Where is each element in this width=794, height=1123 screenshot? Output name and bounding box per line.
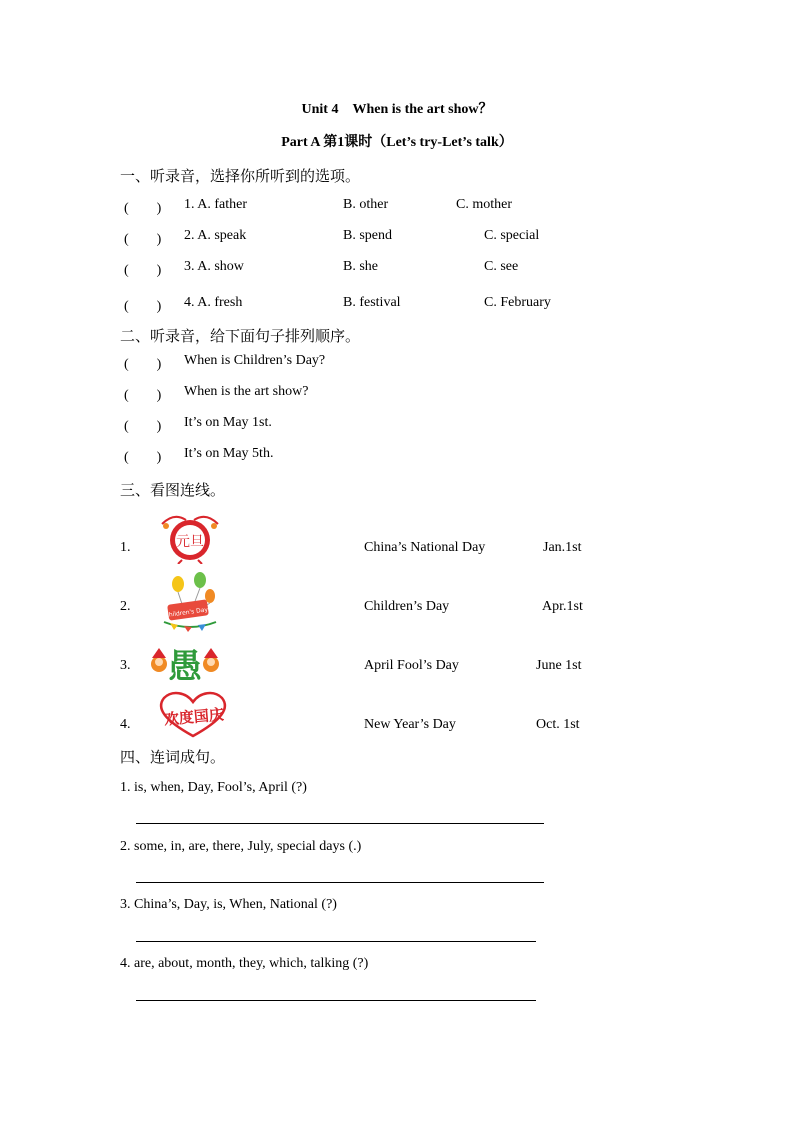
answer-paren[interactable]: ( ) xyxy=(124,299,162,314)
match-number: 4. xyxy=(120,717,131,732)
answer-paren[interactable]: ( ) xyxy=(124,232,162,247)
sentence: It’s on May 1st. xyxy=(184,415,272,430)
svg-text:欢度国庆: 欢度国庆 xyxy=(163,705,225,729)
option-b: B. festival xyxy=(343,295,401,310)
holiday-date[interactable]: Apr.1st xyxy=(542,599,583,614)
section3-heading: 三、看图连线。 xyxy=(120,481,226,499)
scrambled-sentence: 2. some, in, are, there, July, special days (.) xyxy=(120,839,362,854)
option-a: 2. A. speak xyxy=(184,228,247,243)
holiday-name[interactable]: Children’s Day xyxy=(364,599,450,614)
childrens-day-balloons-icon[interactable] xyxy=(160,570,220,632)
answer-line[interactable] xyxy=(136,823,544,824)
option-b: B. other xyxy=(343,197,389,212)
answer-line[interactable] xyxy=(136,941,536,942)
sentence: When is Children’s Day? xyxy=(184,353,326,368)
section4-heading: 四、连词成句。 xyxy=(120,748,226,766)
match-number: 1. xyxy=(120,540,131,555)
option-c: C. mother xyxy=(456,197,512,212)
match-number: 2. xyxy=(120,599,131,614)
part-title: Part A 第1课时（Let’s try-Let’s talk） xyxy=(281,135,513,150)
section1-heading: 一、听录音，选择你所听到的选项。 xyxy=(120,167,361,185)
answer-paren[interactable]: ( ) xyxy=(124,388,162,403)
match-number: 3. xyxy=(120,658,131,673)
answer-paren[interactable]: ( ) xyxy=(124,419,162,434)
svg-text:Children's Day: Children's Day xyxy=(164,606,209,620)
holiday-date[interactable]: Jan.1st xyxy=(543,540,582,555)
answer-line[interactable] xyxy=(136,1000,536,1001)
holiday-name[interactable]: New Year’s Day xyxy=(364,717,456,732)
option-a: 4. A. fresh xyxy=(184,295,243,310)
scrambled-sentence: 3. China’s, Day, is, When, National (?) xyxy=(120,897,337,912)
section2-heading: 二、听录音，给下面句子排列顺序。 xyxy=(120,327,361,345)
scrambled-sentence: 1. is, when, Day, Fool’s, April (?) xyxy=(120,780,307,795)
national-day-heart-icon[interactable] xyxy=(154,690,232,740)
option-a: 3. A. show xyxy=(184,259,244,274)
holiday-name[interactable]: China’s National Day xyxy=(364,540,486,555)
option-b: B. spend xyxy=(343,228,392,243)
april-fools-icon[interactable] xyxy=(150,642,220,684)
option-c: C. special xyxy=(484,228,540,243)
scrambled-sentence: 4. are, about, month, they, which, talking (?) xyxy=(120,956,369,971)
answer-paren[interactable]: ( ) xyxy=(124,357,162,372)
option-b: B. she xyxy=(343,259,378,274)
holiday-date[interactable]: June 1st xyxy=(536,658,582,673)
option-c: C. see xyxy=(484,259,519,274)
sentence: It’s on May 5th. xyxy=(184,446,274,461)
holiday-name[interactable]: April Fool’s Day xyxy=(364,658,459,673)
option-a: 1. A. father xyxy=(184,197,247,212)
new-year-lantern-icon[interactable] xyxy=(158,510,222,564)
svg-text:愚: 愚 xyxy=(168,647,202,684)
svg-text:元旦: 元旦 xyxy=(176,534,204,550)
answer-line[interactable] xyxy=(136,882,544,883)
option-c: C. February xyxy=(484,295,551,310)
unit-title: Unit 4 When is the art show？ xyxy=(301,102,493,117)
answer-paren[interactable]: ( ) xyxy=(124,450,162,465)
answer-paren[interactable]: ( ) xyxy=(124,201,162,216)
holiday-date[interactable]: Oct. 1st xyxy=(536,717,580,732)
sentence: When is the art show? xyxy=(184,384,309,399)
answer-paren[interactable]: ( ) xyxy=(124,263,162,278)
